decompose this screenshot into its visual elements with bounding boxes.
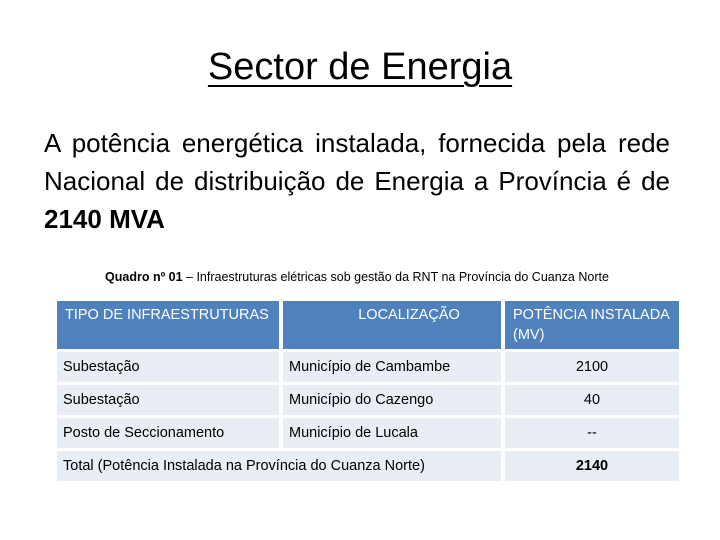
cell-location: Município de Cambambe: [283, 352, 501, 382]
cell-power: --: [505, 418, 679, 448]
caption-text: – Infraestruturas elétricas sob gestão da RNT na Província do Cuanza Norte: [182, 270, 609, 284]
intro-paragraph: [44, 124, 670, 238]
table-row: [57, 385, 679, 415]
intro-highlight: 2140 MVA: [44, 204, 165, 234]
table-row: [57, 418, 679, 448]
cell-location: Município do Cazengo: [283, 385, 501, 415]
caption-label: Quadro nº 01: [105, 270, 183, 284]
infrastructure-table: [57, 298, 679, 484]
total-label: Total (Potência Instalada na Província do Cuanza Norte): [57, 451, 501, 481]
cell-power: 40: [505, 385, 679, 415]
intro-text: A potência energética instalada, fornecida pela rede Nacional de distribuição de Energia a Província é de: [44, 128, 670, 196]
slide-title: Sector de Energia: [207, 46, 513, 88]
table-caption: [0, 268, 714, 286]
cell-type: Posto de Seccionamento: [57, 418, 279, 448]
table-header-row: [57, 301, 679, 349]
header-power: POTÊNCIA INSTALADA (MV): [505, 301, 679, 349]
table-row: [57, 352, 679, 382]
header-location: LOCALIZAÇÃO: [283, 301, 501, 349]
cell-power: 2100: [505, 352, 679, 382]
cell-type: Subestação: [57, 352, 279, 382]
header-type: TIPO DE INFRAESTRUTURAS: [57, 301, 279, 349]
cell-location: Município de Lucala: [283, 418, 501, 448]
total-value: 2140: [505, 451, 679, 481]
table-total-row: [57, 451, 679, 481]
cell-type: Subestação: [57, 385, 279, 415]
